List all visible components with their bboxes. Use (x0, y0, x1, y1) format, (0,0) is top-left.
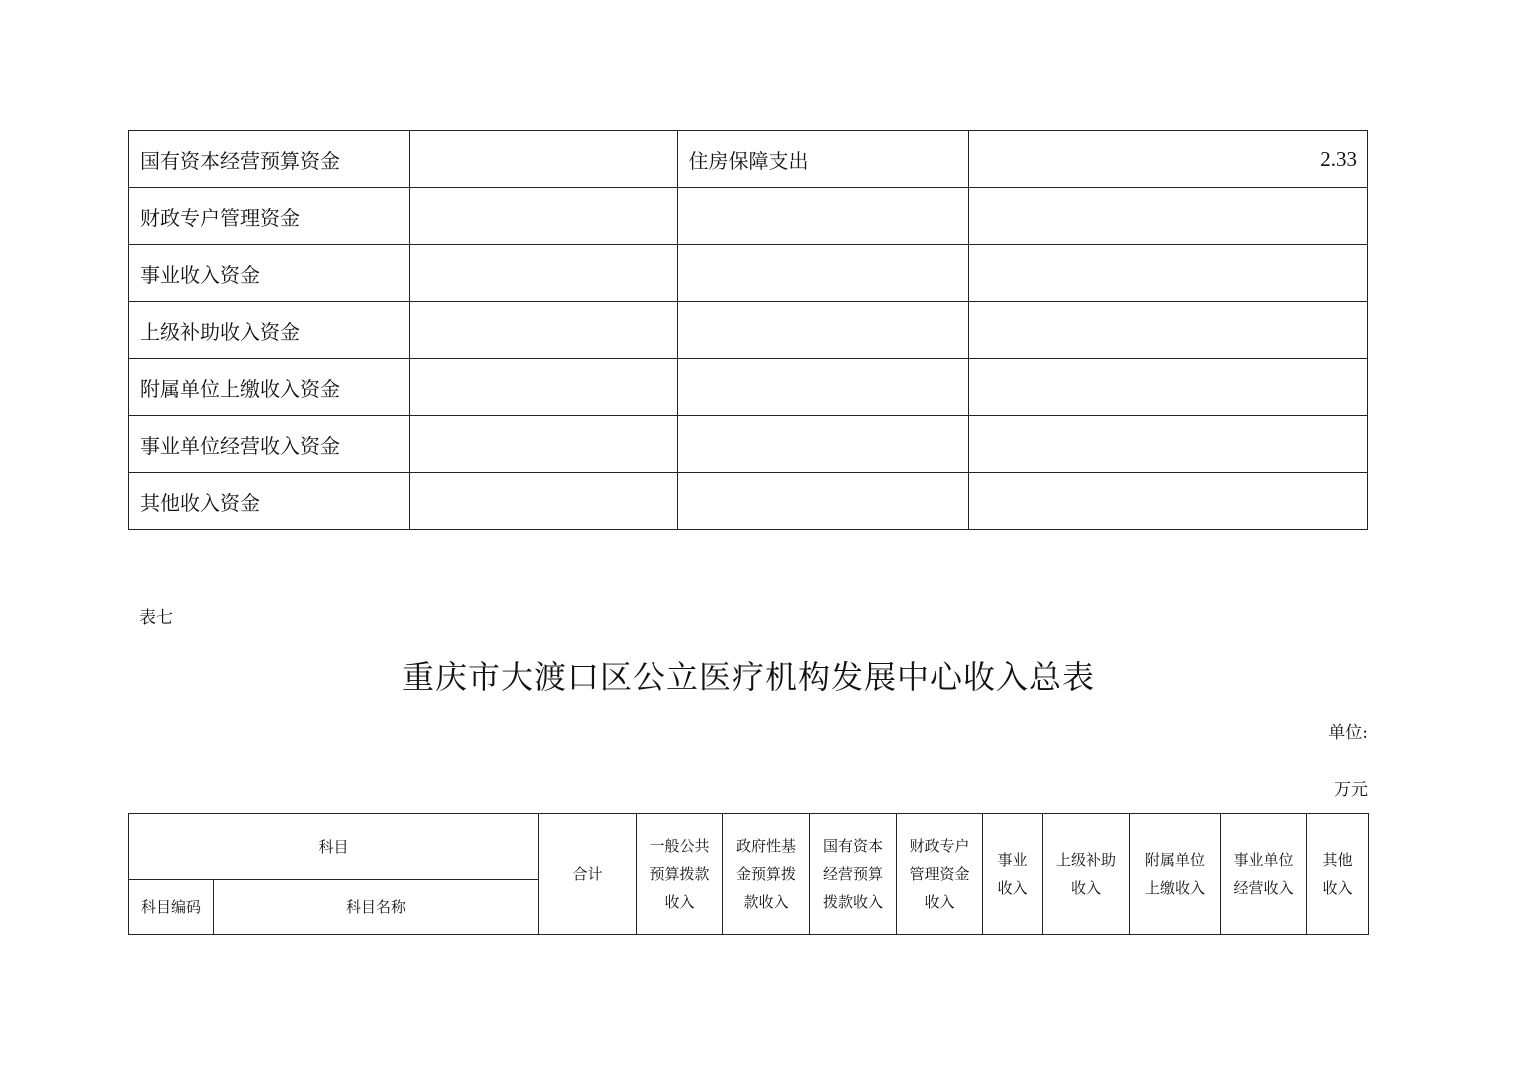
header-col-other-income (1307, 814, 1369, 935)
row-label: 财政专户管理资金 (129, 188, 410, 245)
row-value (409, 302, 677, 359)
header-subject: 科目 (129, 814, 539, 880)
row-label: 上级补助收入资金 (129, 302, 410, 359)
row-value (409, 188, 677, 245)
page-title: 重庆市大渡口区公立医疗机构发展中心收入总表 (401, 658, 1095, 696)
table-row (129, 359, 1368, 416)
header-col-superior-subsidy (1043, 814, 1130, 935)
table-row (129, 188, 1368, 245)
header-subject-code: 科目编码 (129, 880, 214, 935)
header-col-operating-income (1221, 814, 1307, 935)
unit-label: 单位: (1328, 723, 1368, 743)
header-col-label: 事业单位 经营收入 (1233, 851, 1294, 897)
row-expense: 住房保障支出 (677, 131, 969, 188)
header-col-general-budget (637, 814, 723, 935)
header-col-label: 政府性基 金预算拨 款收入 (736, 837, 797, 911)
header-col-special-account (897, 814, 983, 935)
row-label: 其他收入资金 (129, 473, 410, 530)
funding-table (128, 130, 1368, 530)
header-col-label: 财政专户 管理资金 收入 (909, 837, 970, 911)
table-row (129, 416, 1368, 473)
header-total: 合计 (539, 814, 637, 935)
row-expense (677, 188, 969, 245)
row-amount (969, 473, 1368, 530)
header-col-gov-fund (723, 814, 810, 935)
row-label: 事业单位经营收入资金 (129, 416, 410, 473)
table-row (129, 473, 1368, 530)
row-amount: 2.33 (969, 131, 1368, 188)
row-amount (969, 302, 1368, 359)
income-summary-header-table (128, 813, 1369, 935)
header-col-label: 一般公共 预算拨款 收入 (649, 837, 710, 911)
table-row (129, 245, 1368, 302)
header-col-affiliate-income (1130, 814, 1221, 935)
unit-value: 万元 (1334, 780, 1368, 800)
row-expense (677, 302, 969, 359)
row-expense (677, 416, 969, 473)
header-subject-name: 科目名称 (214, 880, 539, 935)
row-label: 国有资本经营预算资金 (129, 131, 410, 188)
header-col-label: 其他 收入 (1322, 851, 1353, 897)
row-amount (969, 245, 1368, 302)
row-value (409, 245, 677, 302)
header-col-business-income (983, 814, 1043, 935)
table-number-label: 表七 (139, 608, 173, 628)
row-expense (677, 245, 969, 302)
row-amount (969, 359, 1368, 416)
row-expense (677, 359, 969, 416)
row-amount (969, 188, 1368, 245)
row-value (409, 359, 677, 416)
row-label: 事业收入资金 (129, 245, 410, 302)
header-col-label: 国有资本 经营预算 拨款收入 (823, 837, 884, 911)
row-value (409, 416, 677, 473)
header-col-label: 上级补助 收入 (1056, 851, 1117, 897)
row-amount (969, 416, 1368, 473)
header-col-label: 附属单位 上缴收入 (1145, 851, 1206, 897)
table-row (129, 302, 1368, 359)
header-col-label: 事业 收入 (997, 851, 1028, 897)
row-value (409, 131, 677, 188)
row-value (409, 473, 677, 530)
header-col-state-capital (810, 814, 897, 935)
table-row (129, 131, 1368, 188)
row-label: 附属单位上缴收入资金 (129, 359, 410, 416)
row-expense (677, 473, 969, 530)
